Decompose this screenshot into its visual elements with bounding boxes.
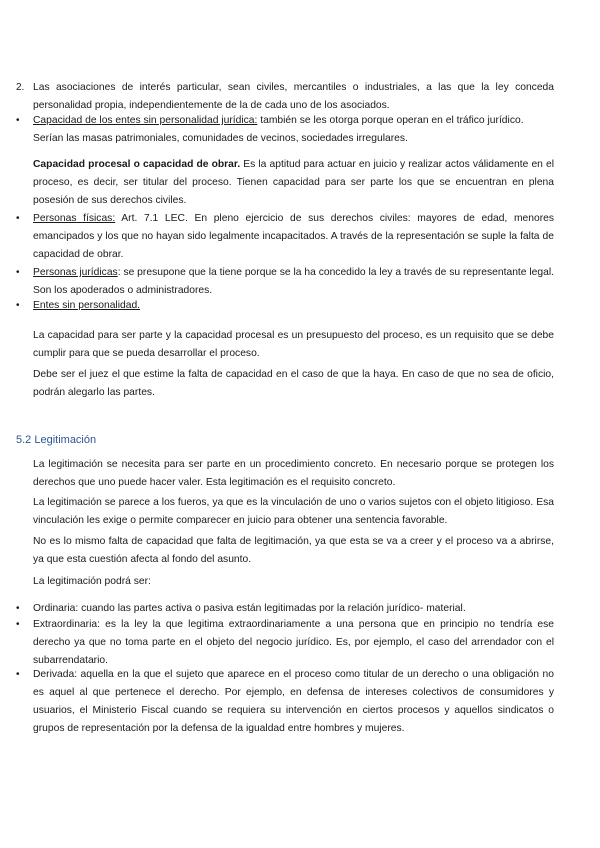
personas-juridicas-label: Personas jurídicas xyxy=(33,267,118,278)
bullet-icon: • xyxy=(16,603,20,614)
section-heading xyxy=(16,431,96,449)
paragraph-legitimacion-2: La legitimación se parece a los fueros, ya que es la vinculación de uno o varios sujetos con el objeto litigioso. Esa vinculación les exige o permite comparecer en juicio para obtener una sentencia favorable. xyxy=(33,497,554,526)
personas-fisicas-label: Personas físicas: xyxy=(33,213,116,224)
list-item-derivada: Derivada: aquella en la que el sujeto que aparece en el proceso como titular de un derecho o una obligación no es aquel al que pertenece el derecho. Por ejemplo, en defensa de intereses colectivos de consumidores y usuarios, el Ministerio Fiscal cuando se requiera su intervención en ciertos procesos y aquellos sindicatos o grupos de representación por la defensa de la igualdad entre hombres y mujeres. xyxy=(33,669,554,734)
capacidad-entes-label: Capacidad de los entes sin personalidad jurídica: xyxy=(33,115,258,126)
list-item-personas-fisicas xyxy=(33,210,554,264)
bullet-icon: • xyxy=(16,115,20,126)
section-number: 5.2 xyxy=(16,434,32,446)
paragraph-legitimacion-4: La legitimación podrá ser: xyxy=(33,576,151,587)
personas-fisicas-text: Art. 7.1 LEC. En pleno ejercicio de sus derechos civiles: mayores de edad, menores emancipados y los que no hayan sido legalmente incapacitados. A través de la representación se suple la falta de capacidad de obrar. xyxy=(33,213,555,260)
bullet-icon: • xyxy=(16,300,20,311)
paragraph-legitimacion-3: No es lo mismo falta de capacidad que falta de legitimación, ya que esta se va a creer y el proceso va a abrirse, ya que esta cuestión afecta al fondo del asunto. xyxy=(33,536,554,565)
personas-juridicas-text: : se presupone que la tiene porque se la ha concedido la ley a través de su representante legal. Son los apoderados o administradores. xyxy=(33,267,555,296)
section-title: Legitimación xyxy=(34,434,97,446)
paragraph-capacidad-procesal xyxy=(33,156,554,210)
bullet-icon: • xyxy=(16,213,20,224)
capacidad-procesal-text: Es la aptitud para actuar en juicio y realizar actos válidamente en el proceso, es decir, ser titular del proceso. Tienen capacidad para ser parte los que se encuentran en plena posesión de sus derechos civiles. xyxy=(33,159,555,206)
capacidad-procesal-term: Capacidad procesal o capacidad de obrar. xyxy=(33,159,241,170)
bullet-icon: • xyxy=(16,267,20,278)
paragraph-presupuesto: La capacidad para ser parte y la capacidad procesal es un presupuesto del proceso, es un requisito que se debe cumplir para que se pueda desarrollar el proceso. xyxy=(33,330,554,359)
paragraph-legitimacion-1: La legitimación se necesita para ser parte en un procedimiento concreto. En necesario porque se protegen los derechos que uno puede hacer valer. Esta legitimación es el requisito concreto. xyxy=(33,459,554,488)
entes-sin-personalidad-label: Entes sin personalidad. xyxy=(33,300,141,311)
list-number: 2. xyxy=(16,82,25,93)
list-item-extraordinaria: Extraordinaria: es la ley la que legitima extraordinariamente a una persona que en principio no tendría ese derecho ya que no toma parte en el objeto del negocio jurídico. Es, por ejemplo, el caso del arrendador con el subarrendatario. xyxy=(33,619,554,666)
list-item-personas-juridicas xyxy=(33,264,554,300)
bullet-icon: • xyxy=(16,619,20,630)
list-item-capacidad-entes xyxy=(33,112,554,148)
list-item-asociaciones: Las asociaciones de interés particular, sean civiles, mercantiles o industriales, a las que la ley conceda personalidad propia, independientemente de la de cada uno de los asociados. xyxy=(33,82,554,111)
list-item-entes-sin-personalidad xyxy=(33,297,554,315)
list-item-ordinaria: Ordinaria: cuando las partes activa o pasiva están legitimadas por la relación jurídico- material. xyxy=(33,603,466,614)
capacidad-entes-text: también se les otorga porque operan en el tráfico jurídico. Serían las masas patrimoniales, comunidades de vecinos, sociedades irregulares. xyxy=(33,115,524,144)
paragraph-juez: Debe ser el juez el que estime la falta de capacidad en el caso de que la haya. En caso de que no sea de oficio, podrán alegarlo las partes. xyxy=(33,369,554,398)
bullet-icon: • xyxy=(16,669,20,680)
